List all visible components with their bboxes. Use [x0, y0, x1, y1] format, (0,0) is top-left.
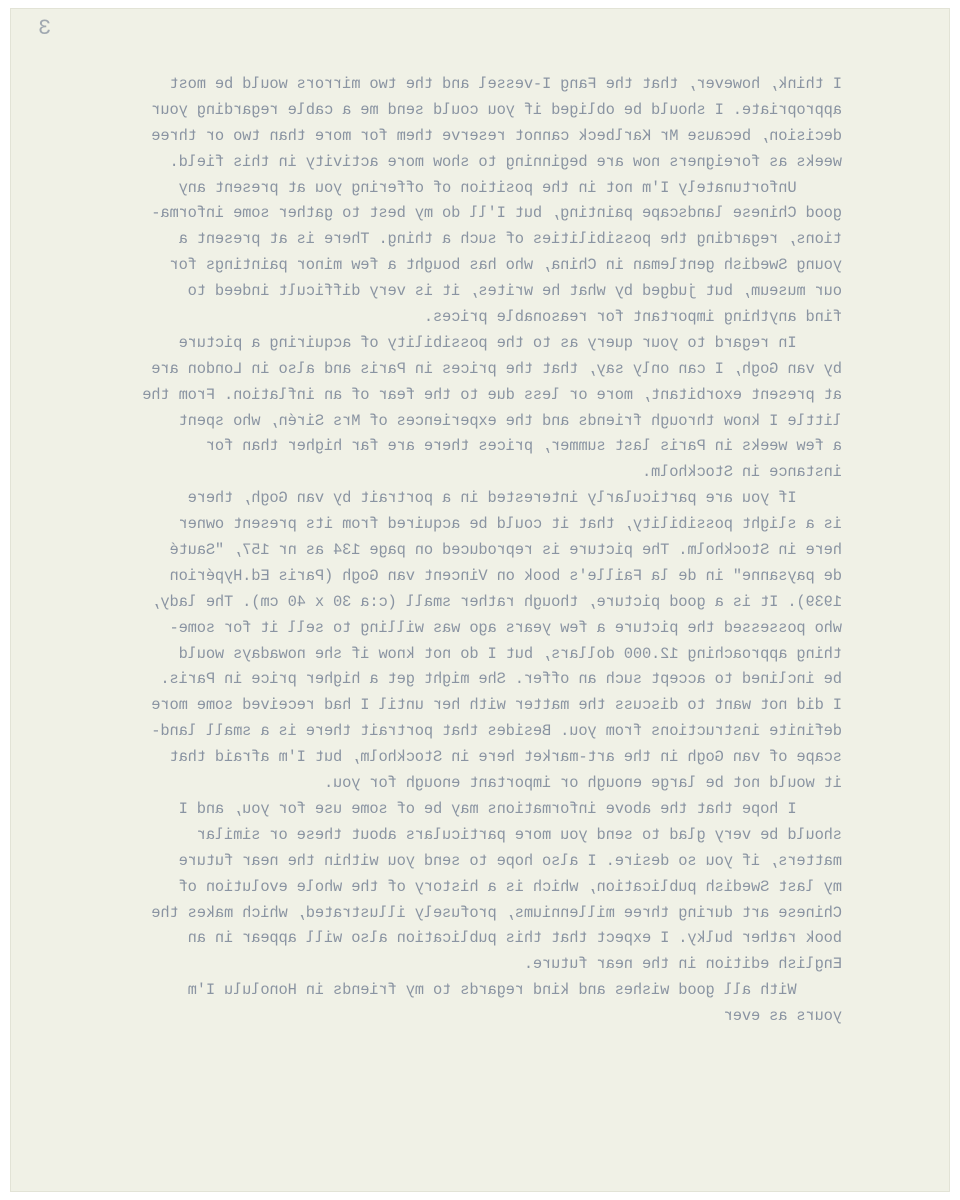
text-line: is a slight possibility, that it could be acquired from its present owner	[178, 515, 842, 534]
mirrored-text-layer	[10, 8, 950, 1192]
text-line: should be very glad to send you more particulars about these or similar	[196, 825, 842, 844]
text-line: I hope that the above informations may be of some use for you, and I	[178, 799, 842, 818]
text-line: appropriate. I should be obliged if you could send me a cable regarding your	[151, 100, 842, 119]
text-line: Unfortunately I'm not in the position of offering you at present any	[178, 178, 842, 197]
text-line: my last Swedish publication, which is a history of the whole evolution of	[178, 877, 842, 896]
text-line: de paysanne" in de la Faille's book on Vincent van Gogh (Paris Ed.Hypérion	[169, 566, 842, 585]
text-line: decision, because Mr Karlbeck cannot reserve them for more than two or three	[151, 126, 842, 145]
text-line: good Chinese landscape painting, but I'll do my best to gather some informa-	[151, 204, 842, 223]
text-line: definite instructions from you. Besides that portrait there is a small land-	[151, 722, 842, 741]
text-line: I think, however, that the Fang I-vessel and the two mirrors would be most	[169, 75, 842, 93]
text-line: If you are particularly interested in a portrait by van Gogh, there	[187, 489, 842, 508]
text-line: 1939). It is a good picture, though rather small (c:a 30 x 40 cm). The lady,	[151, 592, 842, 611]
text-line: I did not want to discuss the matter with her until I had received some more	[151, 696, 842, 715]
text-line: at present exorbitant, more or less due to the fear of an inflation. From the	[142, 385, 842, 404]
page-number: 3	[38, 16, 52, 41]
text-line: be inclined to accept such an offer. She might get a higher price in Paris.	[160, 670, 842, 689]
text-line: our museum, but judged by what he writes, it is very difficult indeed to	[187, 282, 842, 301]
text-line: instance in Stockholm.	[642, 463, 842, 482]
text-line: book rather bulky. I expect that this publication also will appear in an	[187, 929, 842, 948]
text-line: thing approaching 12.000 dollars, but I do not know if she nowadays would	[178, 644, 842, 663]
text-line: by van Gogh, I can only say, that the prices in Paris and also in London are	[151, 359, 842, 378]
text-line: With all good wishes and kind regards to my friends in Honolulu I'm	[187, 981, 842, 1000]
text-line: tions, regarding the possibilities of such a thing. There is at present a	[178, 230, 842, 249]
text-line: matters, if you so desire. I also hope to send you within the near future	[178, 851, 842, 870]
text-line: young Swedish gentleman in China, who has bought a few minor paintings for	[169, 256, 842, 275]
letter-page	[10, 8, 950, 1192]
text-line: English edition in the near future.	[523, 955, 842, 974]
letter-body	[42, 72, 842, 1030]
text-line: find anything important for reasonable prices.	[424, 308, 842, 327]
text-line: yours as ever	[723, 1007, 842, 1026]
text-line: it would not be large enough or important enough for you.	[324, 774, 842, 793]
text-line: weeks as foreigners now are beginning to show more activity in this field.	[169, 152, 842, 171]
text-line: scape of van Gogh in the art-market here in Stockholm, but I'm afraid that	[169, 748, 842, 767]
text-line: Chinese art during three millenniums, profusely illustrated, which makes the	[151, 903, 842, 922]
text-line: here in Stockholm. The picture is reproduced on page 134 as nr 157, "Sauté	[169, 541, 842, 560]
text-line: In regard to your query as to the possibility of acquiring a picture	[178, 333, 842, 352]
text-line: little I know through friends and the experiences of Mrs Sirén, who spent	[178, 411, 842, 430]
text-line: a few weeks in Paris last summer, prices there are far higher than for	[205, 437, 842, 456]
text-line: who possessed the picture a few years ago was willing to sell it for some-	[169, 618, 842, 637]
